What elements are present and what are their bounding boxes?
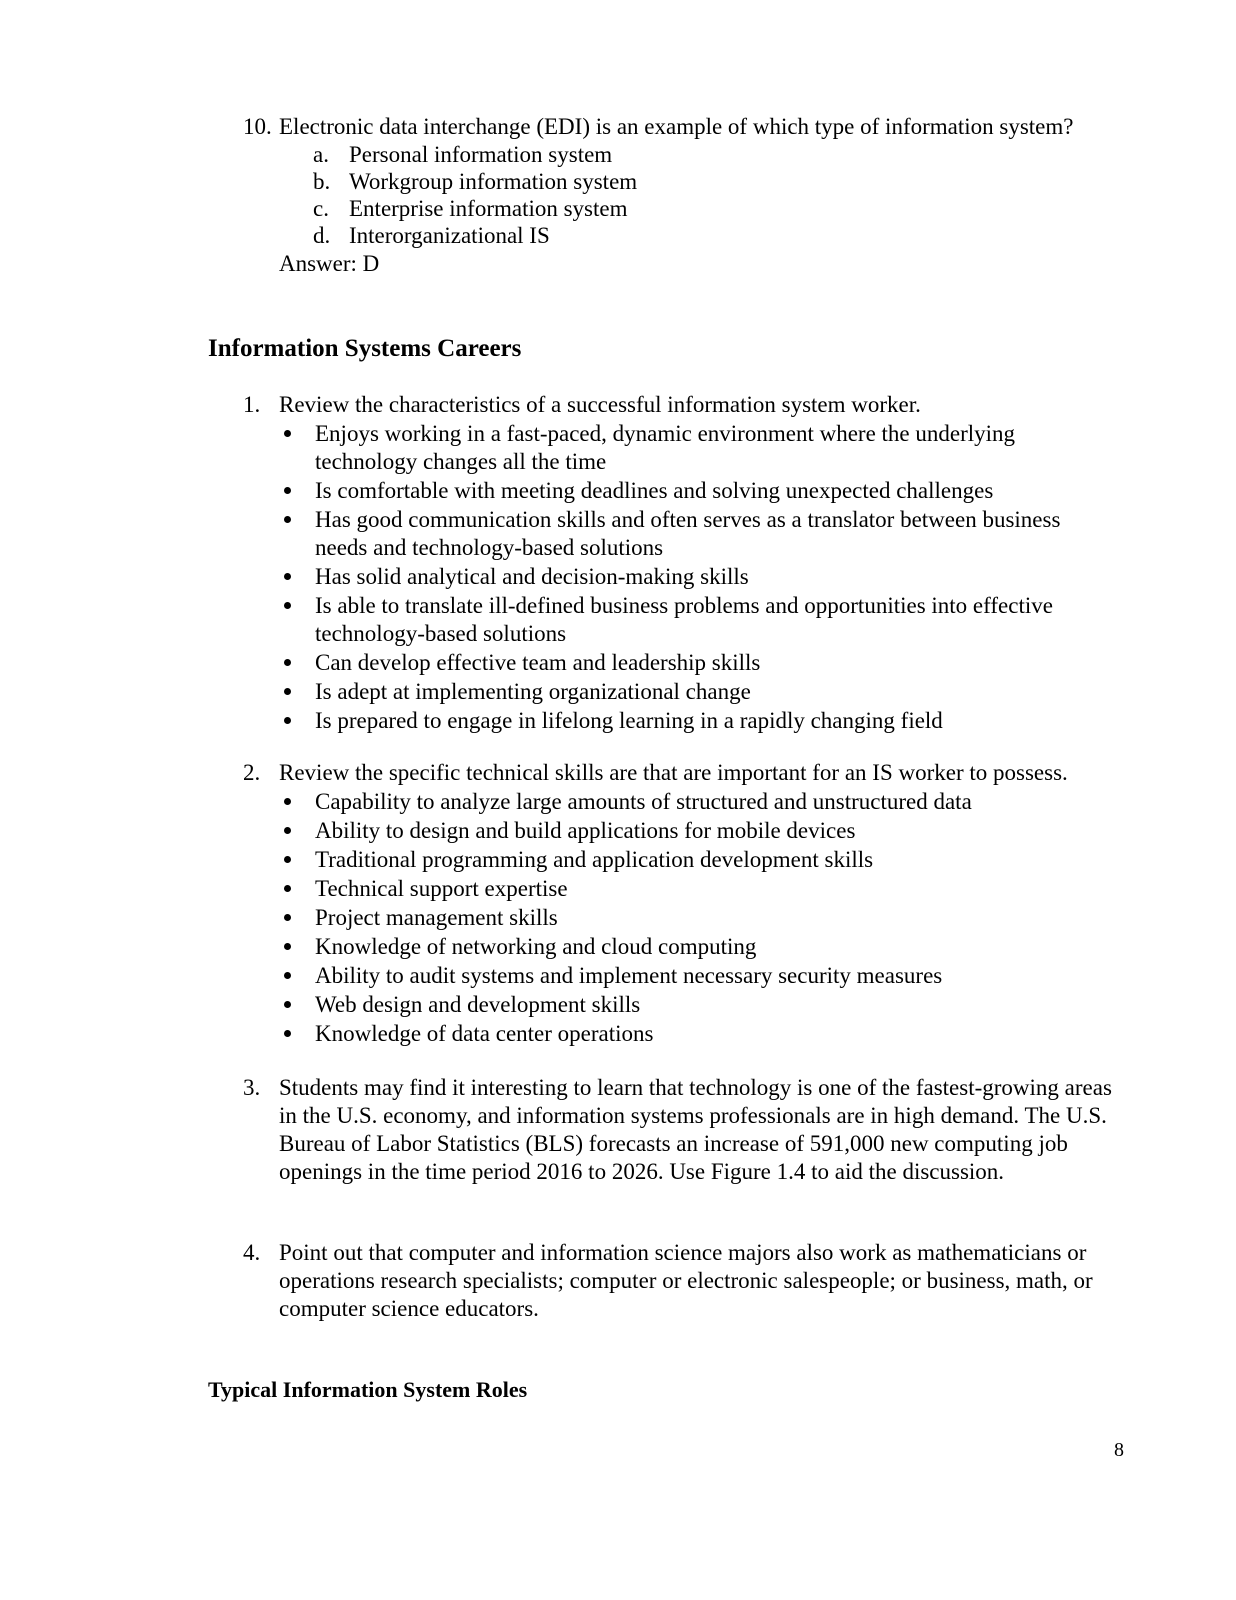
bullet-item — [279, 678, 1099, 706]
bullet-icon — [284, 914, 291, 921]
bullet-item — [279, 875, 1099, 903]
bullet-text: Capability to analyze large amounts of structured and unstructured data — [315, 789, 972, 814]
bullet-text: Is adept at implementing organizational change — [315, 679, 751, 704]
bullet-text: Is comfortable with meeting deadlines and solving unexpected challenges — [315, 478, 994, 503]
bullet-text: Traditional programming and application development skills — [315, 847, 874, 872]
item-text: Students may find it interesting to learn that technology is one of the fastest-growing areas in the U.S. economy, and information systems professionals are in high demand. The U.S. Bureau of Labor Statistics (BLS) forecasts an increase of 591,000 new computing job openings in the time period 2016 to 2026. Use Figure 1.4 to aid the discussion. — [279, 1075, 1112, 1184]
bullet-icon — [284, 943, 291, 950]
bullet-item — [279, 649, 1099, 677]
bullet-text: Is prepared to engage in lifelong learning in a rapidly changing field — [315, 708, 943, 733]
bullet-item — [279, 788, 1099, 816]
bullet-icon — [284, 430, 291, 437]
bullet-item — [279, 592, 1099, 648]
item-text: Review the characteristics of a successful information system worker. — [279, 392, 921, 417]
bullet-item — [279, 477, 1099, 505]
bullet-text: Has good communication skills and often serves as a translator between business needs and technology-based solutions — [315, 507, 1061, 560]
bullet-icon — [284, 885, 291, 892]
bullet-item — [279, 420, 1099, 476]
bullet-text: Enjoys working in a fast-paced, dynamic environment where the underlying technology changes all the time — [315, 421, 1016, 474]
bullet-text: Knowledge of networking and cloud computing — [315, 934, 757, 959]
option-text: Personal information system — [349, 142, 613, 167]
bullet-text: Ability to audit systems and implement necessary security measures — [315, 963, 943, 988]
option-letter: d. — [313, 223, 331, 248]
item-number: 1. — [243, 392, 261, 417]
subheading: Typical Information System Roles — [208, 1377, 528, 1402]
bullet-icon — [284, 487, 291, 494]
bullet-item — [279, 707, 1099, 735]
bullet-list — [279, 420, 1099, 736]
bullet-icon — [284, 659, 291, 666]
bullet-text: Knowledge of data center operations — [315, 1021, 654, 1046]
option-text: Enterprise information system — [349, 196, 628, 221]
question-number: 10. — [243, 114, 272, 139]
bullet-icon — [284, 688, 291, 695]
option-letter: b. — [313, 169, 331, 194]
page-number: 8 — [1114, 1439, 1124, 1461]
bullet-icon — [284, 1030, 291, 1037]
bullet-icon — [284, 516, 291, 523]
bullet-icon — [284, 856, 291, 863]
bullet-item — [279, 563, 1099, 591]
bullet-text: Technical support expertise — [315, 876, 568, 901]
section-heading: Information Systems Careers — [208, 335, 522, 362]
bullet-text: Project management skills — [315, 905, 558, 930]
bullet-item — [279, 962, 1099, 990]
bullet-text: Can develop effective team and leadership skills — [315, 650, 761, 675]
answer-key: Answer: D — [279, 251, 380, 276]
bullet-item — [279, 506, 1099, 562]
option-text: Workgroup information system — [349, 169, 638, 194]
bullet-icon — [284, 573, 291, 580]
bullet-icon — [284, 798, 291, 805]
bullet-text: Is able to translate ill-defined business problems and opportunities into effective technology-based solutions — [315, 593, 1053, 646]
bullet-item — [279, 933, 1099, 961]
item-text: Review the specific technical skills are that are important for an IS worker to possess. — [279, 760, 1068, 785]
bullet-item — [279, 904, 1099, 932]
item-number: 4. — [243, 1240, 261, 1265]
bullet-icon — [284, 1001, 291, 1008]
item-number: 3. — [243, 1075, 261, 1100]
bullet-icon — [284, 827, 291, 834]
option-text: Interorganizational IS — [349, 223, 550, 248]
item-number: 2. — [243, 760, 261, 785]
bullet-list — [279, 788, 1099, 1049]
bullet-icon — [284, 972, 291, 979]
bullet-item — [279, 1020, 1099, 1048]
bullet-item — [279, 846, 1099, 874]
bullet-text: Web design and development skills — [315, 992, 641, 1017]
bullet-icon — [284, 717, 291, 724]
bullet-item — [279, 991, 1099, 1019]
option-letter: c. — [313, 196, 329, 221]
bullet-text: Ability to design and build applications for mobile devices — [315, 818, 856, 843]
item-text: Point out that computer and information science majors also work as mathematicians or operations research specialists; computer or electronic salespeople; or business, math, or computer science educators. — [279, 1240, 1093, 1321]
bullet-item — [279, 817, 1099, 845]
bullet-icon — [284, 602, 291, 609]
question-text: Electronic data interchange (EDI) is an example of which type of information system? — [279, 114, 1074, 139]
bullet-text: Has solid analytical and decision-making skills — [315, 564, 749, 589]
option-letter: a. — [313, 142, 329, 167]
